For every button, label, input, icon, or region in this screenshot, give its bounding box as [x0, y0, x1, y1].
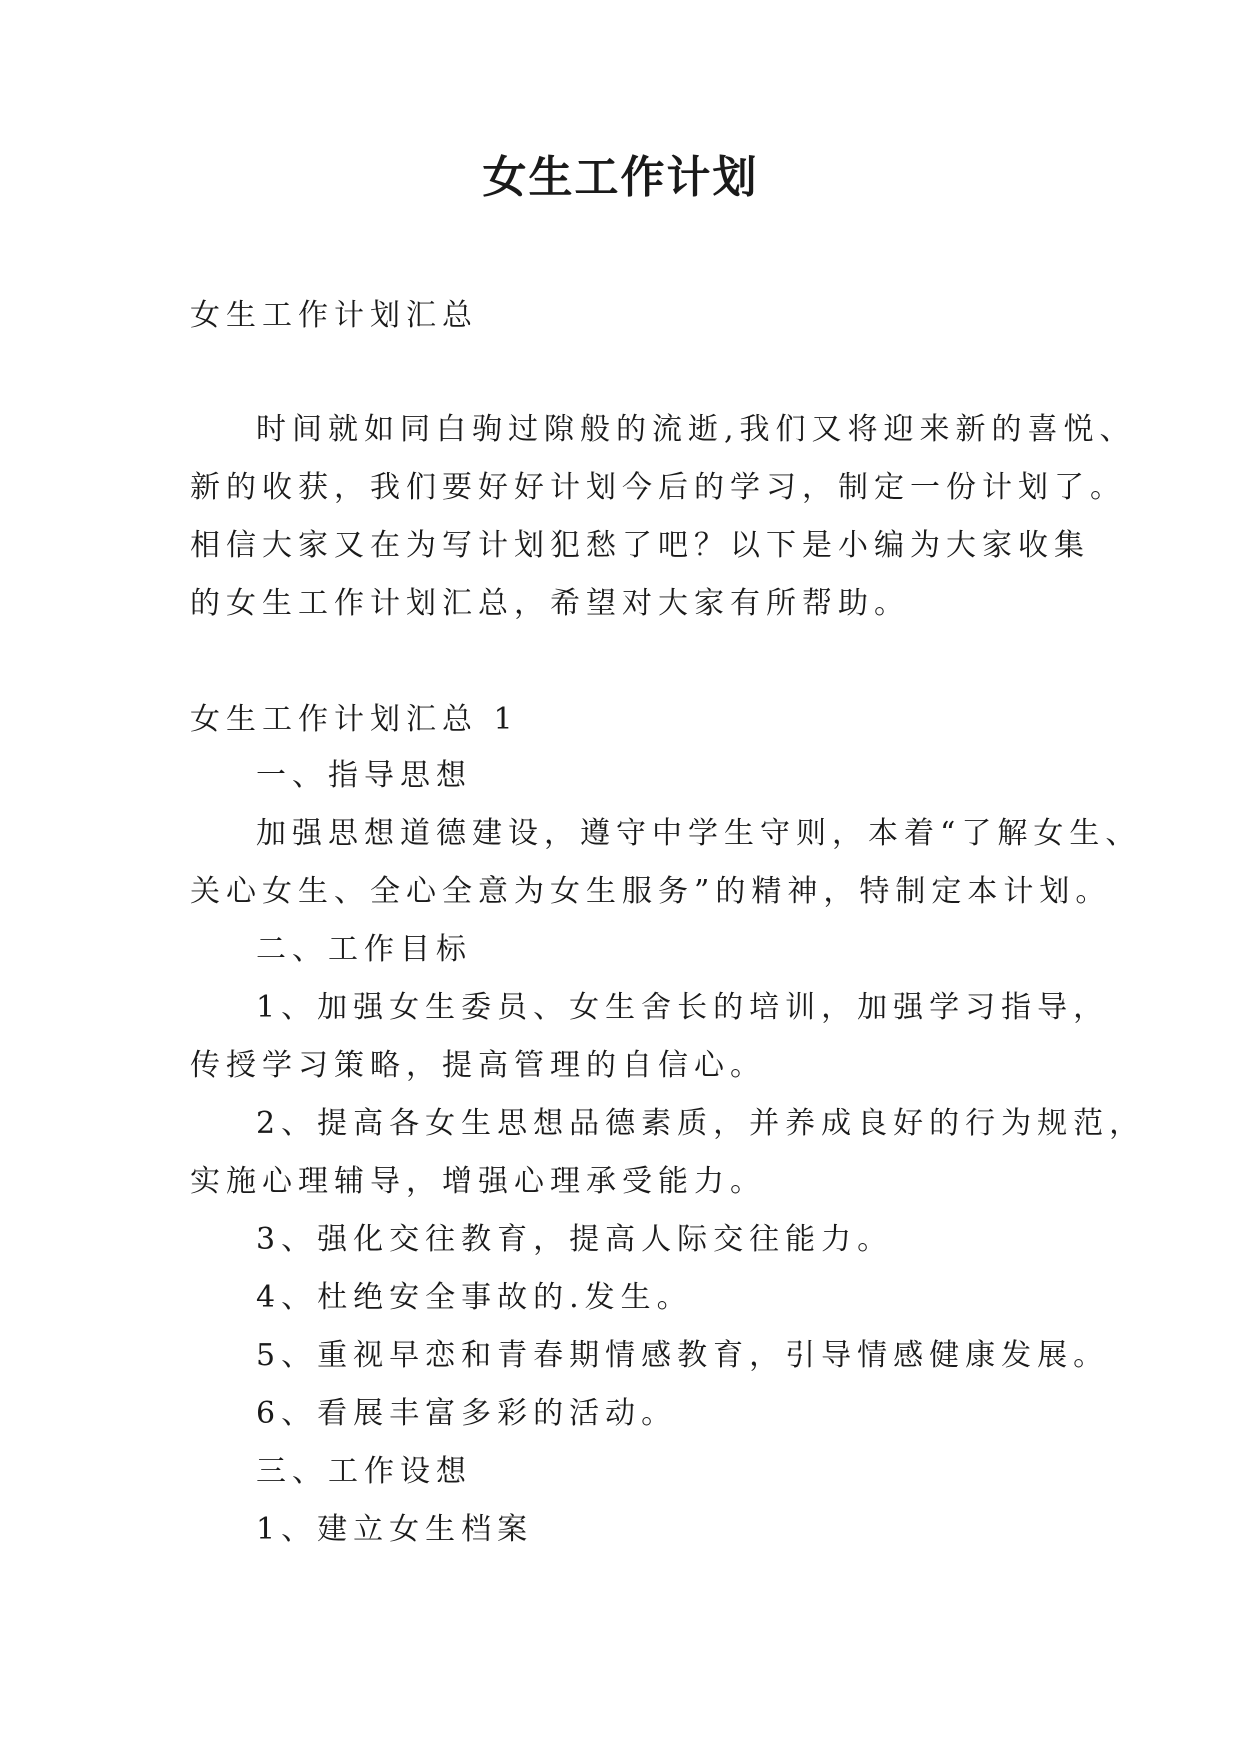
- body-line: 关心女生、全心全意为女生服务”的精神，特制定本计划。: [190, 874, 1112, 909]
- body-line: 实施心理辅导，增强心理承受能力。: [190, 1164, 766, 1199]
- section-heading: 女生工作计划汇总 1: [190, 702, 519, 737]
- body-line: 4、杜绝安全事故的.发生。: [256, 1280, 693, 1315]
- intro-line-2: 新的收获，我们要好好计划今后的学习，制定一份计划了。: [190, 470, 1126, 505]
- intro-line-3: 相信大家又在为写计划犯愁了吧？以下是小编为大家收集: [190, 528, 1090, 563]
- body-line: 传授学习策略，提高管理的自信心。: [190, 1048, 766, 1083]
- body-line-heading-2: 二、工作目标: [256, 932, 472, 967]
- body-line: 2、提高各女生思想品德素质，并养成良好的行为规范，: [256, 1106, 1146, 1141]
- body-line-heading-3: 三、工作设想: [256, 1454, 472, 1489]
- body-line: 1、加强女生委员、女生舍长的培训，加强学习指导，: [256, 990, 1110, 1025]
- intro-line-4: 的女生工作计划汇总，希望对大家有所帮助。: [190, 586, 910, 621]
- body-line: 1、建立女生档案: [256, 1512, 534, 1547]
- body-line: 5、重视早恋和青春期情感教育，引导情感健康发展。: [256, 1338, 1110, 1373]
- document-title: 女生工作计划: [482, 152, 759, 203]
- body-line: 3、强化交往教育，提高人际交往能力。: [256, 1222, 894, 1257]
- intro-line-1: 时间就如同白驹过隙般的流逝,我们又将迎来新的喜悦、: [256, 412, 1136, 447]
- document-subtitle: 女生工作计划汇总: [190, 298, 478, 333]
- body-line-heading-1: 一、指导思想: [256, 758, 472, 793]
- body-line: 6、看展丰富多彩的活动。: [256, 1396, 678, 1431]
- body-line: 加强思想道德建设，遵守中学生守则，本着“了解女生、: [256, 816, 1142, 851]
